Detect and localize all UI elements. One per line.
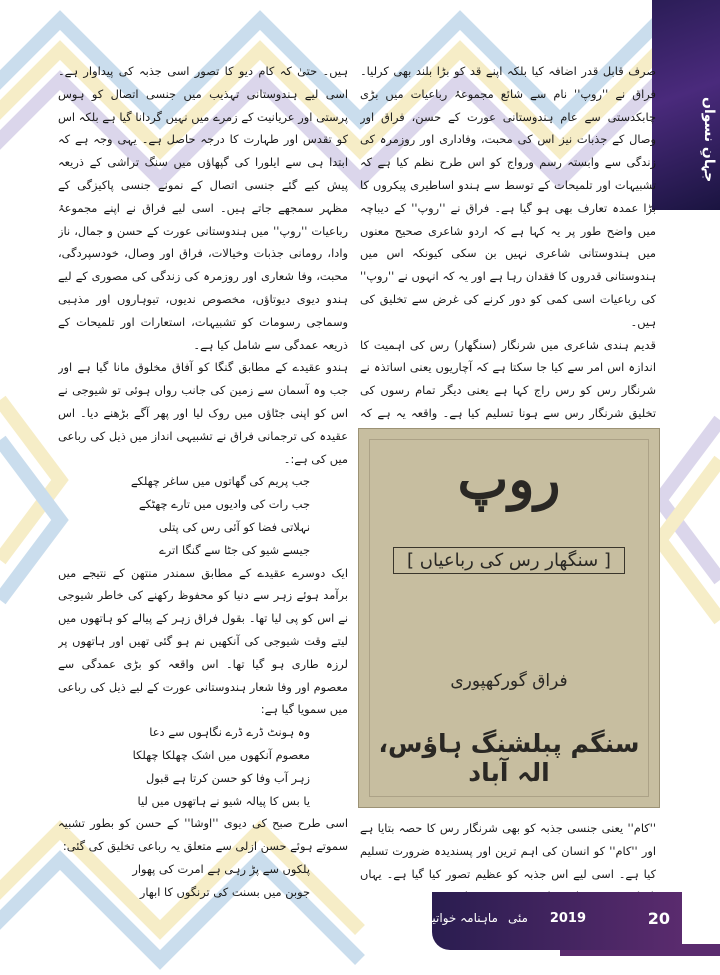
magazine-name: ماہنامہ خواتین دنیا [403,911,498,925]
verse-line: جوبن میں بسنت کی ترنگوں کا ابھار [139,884,310,899]
verse-line: وہ ہونٹ ڈرے ڈرے نگاہوں سے دعا [149,725,310,740]
verse-line: یا بس کا پیالہ شیو نے ہاتھوں میں لیا [137,793,310,808]
page-footer [403,892,682,950]
verse-line: زہر آب وفا کو حسن کرتا ہے قبول [145,770,310,785]
issue-year: 2019 [549,911,586,926]
book-title: روپ [457,447,561,511]
book-cover-image [358,428,660,808]
left-paragraph: ایک دوسرے عقیدے کے مطابق سمندر منتھن کے نتیجے میں برآمد ہوئے زہر سے دنیا کو محفوظ رکھنے کی خاطر شیوجی نے اس کو پی لیا تھا۔ بقول فراق زہر کے پیالے کو ہاتھوں میں لیتے وقت شیوجی کی آنکھیں نم ہو گئی تھیں اور ہاتھوں پر لرزہ طاری ہو گیا تھا۔ اس واقعہ کو بڑی عمدگی سے معصوم اور وفا شعار ہندوستانی عورت کے لیے ذیل کی رباعی میں سمویا گیا ہے: [58,565,348,717]
issue-month: مئی [507,911,528,925]
book-author: فراق گورکھپوری [450,671,568,691]
book-publisher: سنگم پبلشنگ ہاؤس، الہ آباد [378,729,640,787]
verse-block [58,858,348,902]
right-paragraph: ''کام'' یعنی جنسی جذبہ کو بھی شرنگار رس کا حصہ بتایا ہے اور ''کام'' کو انسان کی اہم ترین اور پسندیدہ ضرورت تسلیم کیا ہے۔ اسی لیے اس جذبہ کو عظیم تصور کیا گیا ہے۔ یہاں [360,821,656,881]
verse-block [58,470,348,561]
section-tab [652,0,720,210]
page-number: 20 [647,909,670,928]
left-column [58,60,348,902]
right-paragraph: قدیم ہندی شاعری میں شرنگار (سنگھار) رس کی اہمیت کا اندازہ اس امر سے کیا جا سکتا ہے کہ آچاریوں یعنی اساتذہ نے شرنگار رس کو رس راج کہا ہے یعنی دیگر تمام رسوں کی تخلیق شرنگار رس سے ہونا تسلیم کیا ہے۔ واقعہ یہ ہے کہ [360,337,656,420]
right-paragraph: صرف قابل قدر اضافہ کیا بلکہ اپنے قد کو بڑا بلند بھی کرلیا۔ فراق نے ''روپ'' نام سے شائع مجموعۂ رباعیات میں بڑی چابکدستی سے عام ہندوستانی عورت کے حسن، فراق اور وصال کے جذبات نیز اس کی محبت، وفاداری اور روزمرہ کی زندگی سے وابستہ رسم ورواج کو اس طرح نظم کیا ہے کہ تشبیہات اور تلمیحات کے توسط سے ہندو اساطیری پیکروں کا بڑا عمدہ تعارف بھی ہو گیا ہے۔ فراق نے ''روپ'' کے دیباچہ میں واضح طور پر یہ کہا ہے کہ اردو شاعری صحیح معنوں میں ہندوستانی شاعری نہیں بن سکی کیونکہ اس میں ہندوستانی قدروں کا فقدان رہا ہے اور یہ کہ انہوں نے ''روپ'' کی رباعیات اسی کمی کو دور کرنے کی غرض سے تخلیق کی ہیں۔ [360,64,656,329]
book-subtitle: [ سنگھار رس کی رباعیاں ] [393,547,625,574]
verse-block [58,721,348,812]
right-column [360,60,656,422]
left-paragraph: ہندو عقیدے کے مطابق گنگا کو آفاق مخلوق مانا گیا ہے اور جب وہ آسمان سے زمین کی جانب رواں ہوئی تو شیوجی نے اس کو اپنی جٹاؤں میں روک لیا اور پھر آگے بڑھنے دیا۔ اس عقیدہ کی ترجمانی فراق نے تشبیہی انداز میں ذیل کی رباعی میں کی ہے:۔ [58,360,348,466]
left-paragraph: اسی طرح صبح کی دیوی ''اوشا'' کے حسن کو بطور تشبیہ سموتے ہوئے حسن ازلی سے متعلق یہ رباعی تخلیق کی گئی: [58,816,348,854]
section-label: جہانِ نسواں [701,97,717,183]
verse-line: جب پریم کی گھاتوں میں ساغر چھلکے [130,474,310,489]
left-paragraph: ہیں۔ حتیٰ کہ کام دیو کا تصور اسی جذبہ کی پیداوار ہے۔ اسی لیے ہندوستانی تہذیب میں جنسی اتصال کو ہوس پرستی اور عریانیت کے زمرے میں نہیں گردانا گیا ہے بلکہ اس کو تقدس اور طہارت کا درجہ حاصل ہے۔ یہی وجہ ہے کہ ابتدا ہی سے ایلورا کی گپھاؤں میں سنگ تراشی کے ذریعہ پیش کیے گئے جنسی اتصال کے نمونے جنسی پاکیزگی کے مظہر سمجھے جاتے ہیں۔ اسی لیے فراق نے اپنے مجموعۂ رباعیات ''روپ'' میں ہندوستانی عورت کے حسن و جمال، ناز وادا، رومانی جذبات وخیالات، فراق اور وصال، خودسپردگی، محبت، وفا شعاری اور روزمرہ کی زندگی کی مصوری کے لیے ہندو دیوی دیوتاؤں، مخصوص ندیوں، تیوہاروں اور مذہبی وسماجی رسومات کو تشبیہات، استعارات اور تلمیحات کے ذریعہ عمدگی سے شامل کیا ہے۔ [58,64,348,352]
verse-line: نہلاتی فضا کو آئی رس کی پتلی [158,519,310,534]
verse-line: جب رات کی وادیوں میں تارے چھٹکے [138,497,310,512]
verse-line: پلکوں سے پڑ رہی ہے امرت کی پھوار [132,861,310,876]
verse-line: جیسے شیو کی جٹا سے گنگا اترے [159,542,310,557]
verse-line: معصوم آنکھوں میں اشک چھلکا چھلکا [132,747,310,762]
